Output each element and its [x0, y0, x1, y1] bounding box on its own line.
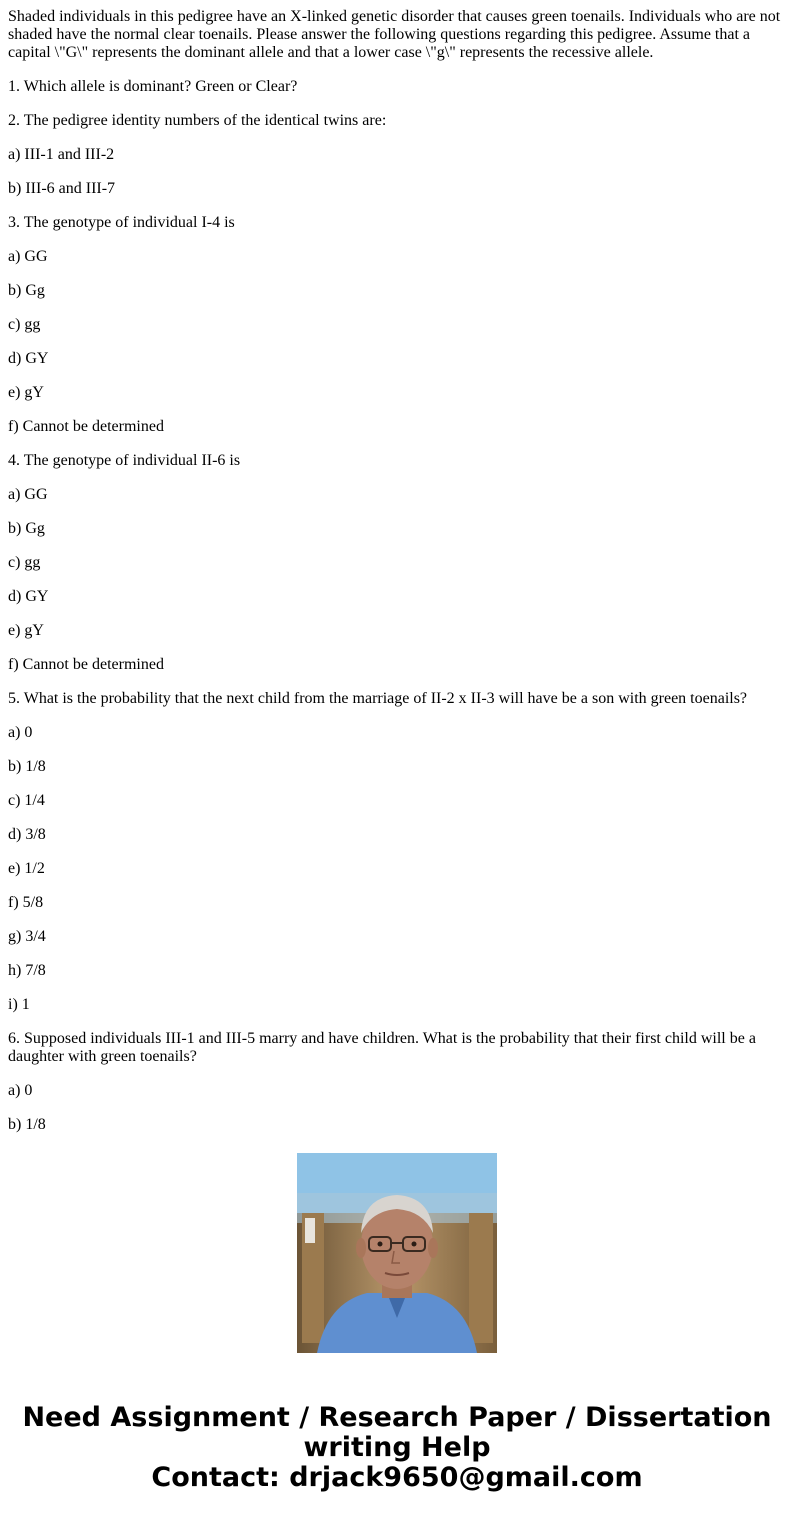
question-line: 4. The genotype of individual II-6 is [8, 452, 241, 469]
answer-option: a) GG [8, 248, 48, 265]
contact-email: Contact: drjack9650@gmail.com [151, 1462, 643, 1493]
answer-option: h) 7/8 [8, 962, 46, 979]
answer-option: e) 1/2 [8, 860, 45, 877]
answer-option: d) GY [8, 350, 49, 367]
answer-option: c) gg [8, 554, 41, 571]
answer-option: g) 3/4 [8, 928, 46, 945]
answer-option: d) 3/8 [8, 826, 46, 843]
answer-option: f) Cannot be determined [8, 656, 164, 673]
answer-option: a) III-1 and III-2 [8, 146, 115, 163]
banner-line: writing Help [303, 1432, 491, 1463]
answer-option: f) Cannot be determined [8, 418, 164, 435]
question-line: 1. Which allele is dominant? Green or Clear? [8, 78, 298, 95]
tutor-portrait-image [297, 1153, 497, 1353]
answer-option: b) Gg [8, 282, 45, 299]
answer-option: e) gY [8, 622, 44, 639]
answer-option: a) 0 [8, 1082, 33, 1099]
answer-option: b) 1/8 [8, 1116, 46, 1133]
question-line: 6. Supposed individuals III-1 and III-5 marry and have children. What is the probability that their first child will be a daughter with green toenails? [8, 1030, 756, 1065]
banner-line: Need Assignment / Research Paper / Dissertation [22, 1402, 772, 1433]
answer-option: a) GG [8, 486, 48, 503]
question-line: 5. What is the probability that the next child from the marriage of II-2 x II-3 will have be a son with green toenails? [8, 690, 748, 707]
answer-option: e) gY [8, 384, 44, 401]
answer-option: f) 5/8 [8, 894, 44, 911]
question-line: 3. The genotype of individual I-4 is [8, 214, 235, 231]
answer-option: a) 0 [8, 724, 33, 741]
answer-option: c) gg [8, 316, 41, 333]
answer-option: b) III-6 and III-7 [8, 180, 116, 197]
intro-paragraph: Shaded individuals in this pedigree have an X-linked genetic disorder that causes green toenails. Individuals who are not shaded have the normal clear toenails. Please answer the following questions regarding this pedigree. Assume that a capital \"G\" represents the dominant allele and that a lower case \"g\" represents the recessive allele. [8, 8, 781, 61]
tutor-avatar [297, 1153, 497, 1353]
answer-option: d) GY [8, 588, 49, 605]
answer-option: b) Gg [8, 520, 45, 537]
question-line: 2. The pedigree identity numbers of the identical twins are: [8, 112, 387, 129]
answer-option: c) 1/4 [8, 792, 45, 809]
question-document [8, 0, 786, 1133]
contact-banner [0, 1403, 794, 1493]
answer-option: b) 1/8 [8, 758, 46, 775]
answer-option: i) 1 [8, 996, 30, 1013]
